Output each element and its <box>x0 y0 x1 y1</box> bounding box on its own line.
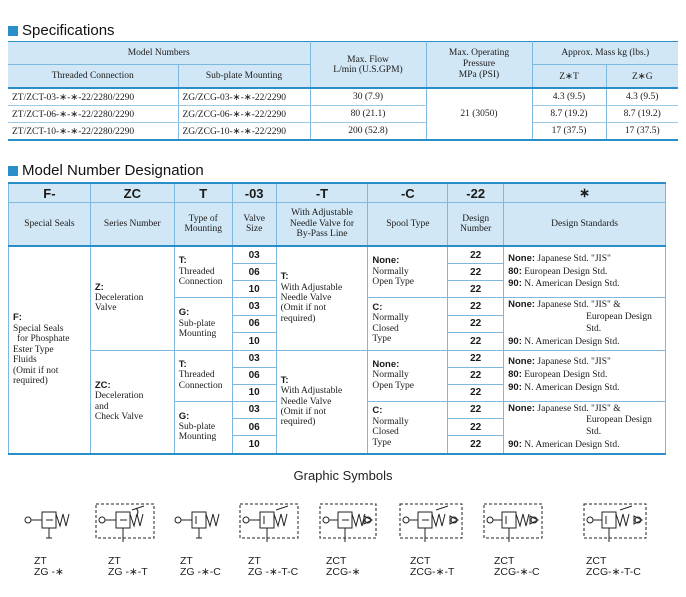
size-value: 10 <box>232 436 276 454</box>
symbol-caption: ZT ZG -∗-T-C <box>248 555 299 578</box>
mass-zt-header: Z∗T <box>532 65 606 89</box>
specifications-table <box>8 41 678 141</box>
deceleration-valve-symbol <box>22 500 82 546</box>
label-mounting: Type of Mounting <box>174 203 232 247</box>
design-number: 22 <box>448 315 504 333</box>
deceleration-closed-valve-symbol <box>172 500 228 546</box>
code-design: -22 <box>448 183 504 203</box>
spec-row <box>8 88 678 106</box>
needle-cell: T: With Adjustable Needle Valve (Omit if not required) <box>276 350 368 454</box>
threaded-model: ZT/ZCT-03-∗-∗-22/2280/2290 <box>8 88 178 106</box>
pressure-value: 21 (3050) <box>426 88 532 140</box>
standards-cell: None: Japanese Std. "JIS" 80: European Design Std. 90: N. American Design Std. <box>504 350 666 401</box>
mass-zt-value: 8.7 (19.2) <box>532 106 606 123</box>
design-number: 22 <box>448 281 504 298</box>
label-needle: With Adjustable Needle Valve for By-Pass Line <box>276 203 368 247</box>
deceleration-needle-valve-symbol <box>92 500 160 546</box>
designation-table <box>8 182 666 455</box>
spec-row <box>8 106 678 123</box>
series-z-cell: Z: Deceleration Valve <box>90 246 174 350</box>
subplate-model: ZG/ZCG-06-∗-∗-22/2290 <box>178 106 310 123</box>
design-number: 22 <box>448 246 504 264</box>
label-row <box>9 203 666 247</box>
size-value: 03 <box>232 246 276 264</box>
label-series: Series Number <box>90 203 174 247</box>
standards-cell: None: Japanese Std. "JIS" & European Design Std. 90: N. American Design Std. <box>504 401 666 454</box>
mass-zg-value: 4.3 (9.5) <box>606 88 678 106</box>
size-value: 06 <box>232 367 276 384</box>
max-flow-value: 200 (52.8) <box>310 123 426 141</box>
symbol-caption: ZCT ZCG-∗-T-C <box>586 555 641 578</box>
max-flow-value: 30 (7.9) <box>310 88 426 106</box>
spool-none-cell: None: Normally Open Type <box>368 350 448 401</box>
code-spool: -C <box>368 183 448 203</box>
subplate-model: ZG/ZCG-03-∗-∗-22/2290 <box>178 88 310 106</box>
size-value: 03 <box>232 350 276 367</box>
size-value: 06 <box>232 315 276 333</box>
design-number: 22 <box>448 436 504 454</box>
size-value: 10 <box>232 384 276 401</box>
symbol-caption: ZT ZG -∗-C <box>180 555 221 578</box>
mass-zt-value: 4.3 (9.5) <box>532 88 606 106</box>
design-number: 22 <box>448 264 504 281</box>
size-value: 06 <box>232 418 276 435</box>
deceleration-check-needle-closed-symbol <box>580 500 650 546</box>
spec-section-title: Specifications <box>8 22 115 39</box>
mass-zt-value: 17 (37.5) <box>532 123 606 141</box>
mount-g-cell: G: Sub-plate Mounting <box>174 401 232 454</box>
mass-zg-header: Z∗G <box>606 65 678 89</box>
section-square-icon <box>8 26 18 36</box>
size-value: 06 <box>232 264 276 281</box>
symbol-caption: ZT ZG -∗ <box>34 555 64 578</box>
label-design: Design Number <box>448 203 504 247</box>
series-zc-cell: ZC: Deceleration and Check Valve <box>90 350 174 454</box>
subplate-header: Sub-plate Mounting <box>178 65 310 89</box>
design-number: 22 <box>448 401 504 418</box>
size-value: 03 <box>232 401 276 418</box>
subplate-model: ZG/ZCG-10-∗-∗-22/2290 <box>178 123 310 141</box>
mass-zg-value: 17 (37.5) <box>606 123 678 141</box>
mount-g-cell: G: Sub-plate Mounting <box>174 298 232 351</box>
deceleration-check-closed-symbol <box>480 500 546 546</box>
mount-t-cell: T: Threaded Connection <box>174 350 232 401</box>
spec-row <box>8 123 678 141</box>
design-number: 22 <box>448 418 504 435</box>
size-value: 03 <box>232 298 276 316</box>
spool-none-cell: None: Normally Open Type <box>368 246 448 298</box>
design-number: 22 <box>448 298 504 316</box>
needle-cell: T: With Adjustable Needle Valve (Omit if not required) <box>276 246 368 350</box>
standards-cell: None: Japanese Std. "JIS" 80: European Design Std. 90: N. American Design Std. <box>504 246 666 298</box>
deceleration-needle-closed-symbol <box>236 500 304 546</box>
label-seals: Special Seals <box>9 203 91 247</box>
threaded-model: ZT/ZCT-06-∗-∗-22/2280/2290 <box>8 106 178 123</box>
mount-t-cell: T: Threaded Connection <box>174 246 232 298</box>
symbol-caption: ZCT ZCG-∗-T <box>410 555 455 578</box>
standards-cell: None: Japanese Std. "JIS" & European Design Std. 90: N. American Design Std. <box>504 298 666 351</box>
deceleration-check-valve-symbol <box>316 500 380 546</box>
code-seals: F- <box>9 183 91 203</box>
spool-c-cell: C: Normally Closed Type <box>368 298 448 351</box>
model-numbers-header: Model Numbers <box>8 42 310 65</box>
code-mounting: T <box>174 183 232 203</box>
size-value: 10 <box>232 281 276 298</box>
size-value: 10 <box>232 333 276 351</box>
designation-section-title: Model Number Designation <box>8 162 204 179</box>
code-standards: ∗ <box>504 183 666 203</box>
mass-header: Approx. Mass kg (lbs.) <box>532 42 678 65</box>
symbol-caption: ZCT ZCG-∗ <box>326 555 361 578</box>
max-flow-value: 80 (21.1) <box>310 106 426 123</box>
symbol-caption: ZCT ZCG-∗-C <box>494 555 540 578</box>
design-number: 22 <box>448 350 504 367</box>
threaded-model: ZT/ZCT-10-∗-∗-22/2280/2290 <box>8 123 178 141</box>
design-number: 22 <box>448 384 504 401</box>
design-number: 22 <box>448 333 504 351</box>
max-flow-header: Max. Flow L/min (U.S.GPM) <box>310 42 426 89</box>
label-spool: Spool Type <box>368 203 448 247</box>
symbol-caption: ZT ZG -∗-T <box>108 555 148 578</box>
design-number: 22 <box>448 367 504 384</box>
label-size: Valve Size <box>232 203 276 247</box>
code-size: -03 <box>232 183 276 203</box>
threaded-header: Threaded Connection <box>8 65 178 89</box>
code-series: ZC <box>90 183 174 203</box>
seals-cell: F: Special Seals for Phosphate Ester Type Fluids (Omit if not required) <box>9 246 91 454</box>
graphic-symbols-title: Graphic Symbols <box>293 468 393 483</box>
spool-c-cell: C: Normally Closed Type <box>368 401 448 454</box>
pressure-header: Max. Operating Pressure MPa (PSI) <box>426 42 532 89</box>
mass-zg-value: 8.7 (19.2) <box>606 106 678 123</box>
section-square-icon <box>8 166 18 176</box>
code-needle: -T <box>276 183 368 203</box>
label-standards: Design Standards <box>504 203 666 247</box>
deceleration-check-needle-symbol <box>396 500 466 546</box>
code-row <box>9 183 666 203</box>
